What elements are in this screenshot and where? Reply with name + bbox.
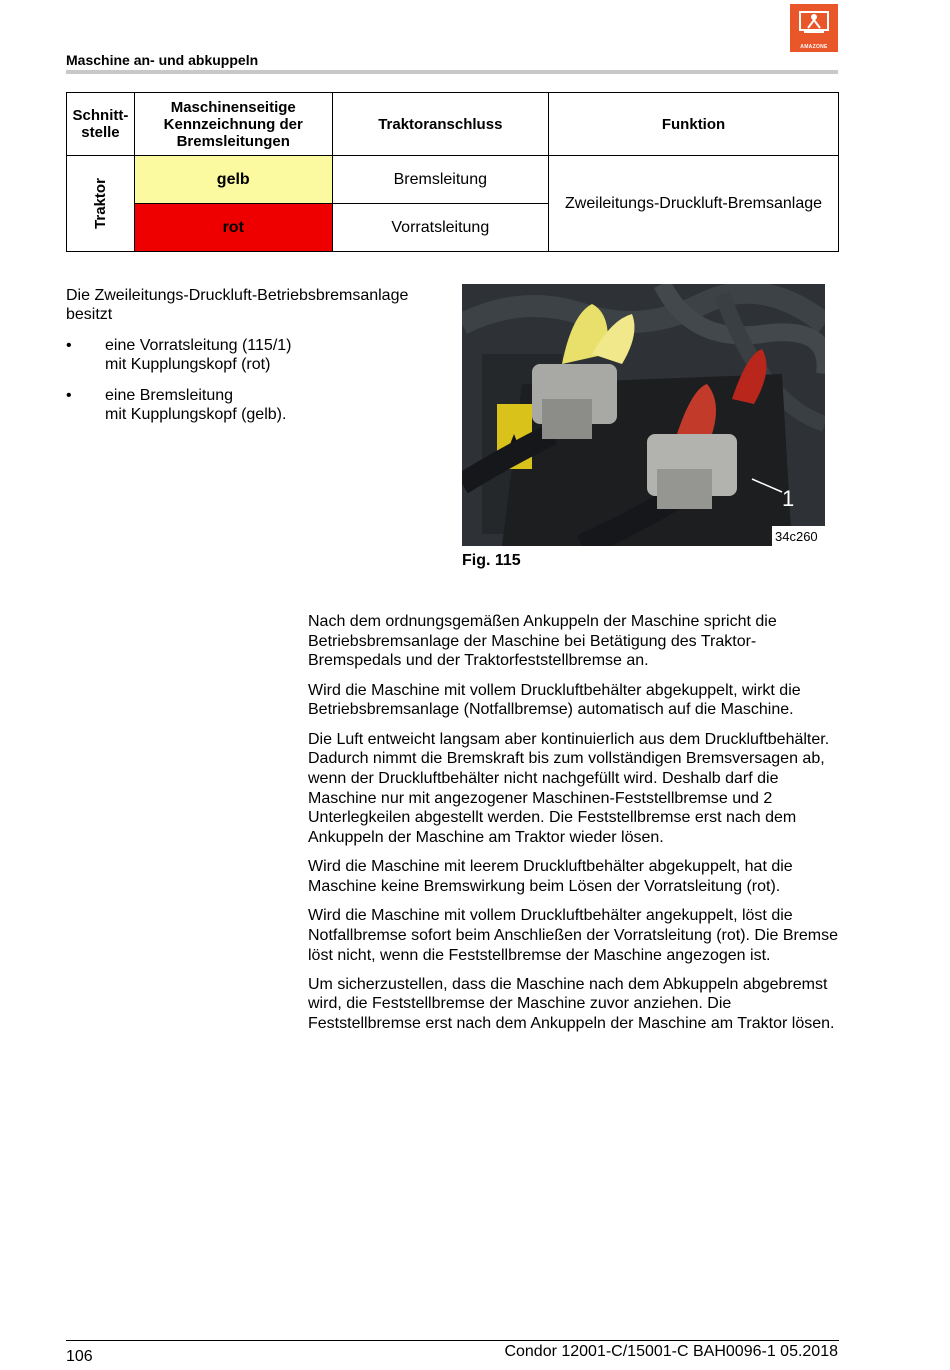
footer-divider [66,1340,839,1341]
brake-coupling-photo [462,284,825,546]
list-item-line: eine Vorratsleitung (115/1) [105,337,292,354]
table-row [67,156,839,204]
paragraph: Nach dem ordnungsgemäßen Ankuppeln der Maschine spricht die Betriebsbremsanlage der Maschine bei Betätigung des Traktor-Bremspedals und der Traktorfeststellbremse an. [308,613,777,670]
table-header-function: Funktion [549,93,839,156]
list-item [66,386,446,424]
interface-label: Traktor [91,178,109,229]
table-header-interface: Schnitt-stelle [67,93,135,156]
bullet-icon: • [66,387,72,404]
paragraph: Wird die Maschine mit vollem Druckluftbehälter abgekuppelt, wirkt die Betriebsbremsanlage (Notfallbremse) automatisch auf die Maschine. [308,681,801,719]
table-header-marking: Maschinenseitige Kennzeichnung der Bremsleitungen [134,93,332,156]
interface-cell [67,156,135,252]
body-text [308,612,838,1043]
tractor-connection-cell: Bremsleitung [332,156,549,204]
component-list [66,336,446,436]
figure-caption: Fig. 115 [462,552,521,569]
amazone-logo [790,4,838,52]
header-divider [66,70,838,74]
marking-cell-red: rot [134,204,332,252]
document-info: Condor 12001-C/15001-C BAH0096-1 05.2018 [504,1343,838,1360]
list-item-line: mit Kupplungskopf (rot) [105,356,271,373]
section-title: Maschine an- und abkuppeln [66,52,259,68]
paragraph: Die Luft entweicht langsam aber kontinuierlich aus dem Druckluftbehälter. Dadurch nimmt die Bremskraft bis zum vollständigen Bremsversagen ab, wenn der Druckluftbehälter nicht nachgefüllt wird. Deshalb darf die Maschine nur mit angezogener Maschinen-Feststellbremse und 2 Unterlegkeilen abgestellt werden. Die Feststellbremse erst nach dem Ankuppeln der Maschine am Traktor wieder lösen. [308,730,830,847]
page-number: 106 [66,1348,93,1365]
paragraph: Wird die Maschine mit leerem Druckluftbehälter abgekuppelt, hat die Maschine keine Bremswirkung beim Lösen der Vorratsleitung (rot). [308,858,793,895]
logo-text: AMAZONE [800,44,828,50]
paragraph: Wird die Maschine mit vollem Druckluftbehälter angekuppelt, löst die Notfallbremse sofort beim Anschließen der Vorratsleitung (rot). Die Bremse löst nicht, wenn die Feststellbremse der Maschine angezogen ist. [308,907,838,964]
table-header-row [67,93,839,156]
table-header-tractor-connection: Traktoranschluss [332,93,549,156]
list-item-line: mit Kupplungskopf (gelb). [105,406,287,423]
intro-text: Die Zweileitungs-Druckluft-Betriebsbremsanlage besitzt [66,287,409,323]
marking-cell-yellow: gelb [134,156,332,204]
figure-callout-number: 1 [782,486,795,511]
logo-figure-icon [790,4,838,44]
function-cell: Zweileitungs-Druckluft-Bremsanlage [549,156,839,252]
list-item [66,336,446,374]
bullet-icon: • [66,337,72,354]
brake-line-table [66,92,839,252]
paragraph: Um sicherzustellen, dass die Maschine nach dem Abkuppeln abgebremst wird, die Feststellbremse der Maschine zuvor anziehen. Die Feststellbremse erst nach dem Ankuppeln der Maschine am Traktor lösen. [308,975,835,1033]
tractor-connection-cell: Vorratsleitung [332,204,549,252]
figure-code: 34c260 [775,529,818,544]
list-item-line: eine Bremsleitung [105,387,234,404]
photo-illustration [462,284,825,546]
